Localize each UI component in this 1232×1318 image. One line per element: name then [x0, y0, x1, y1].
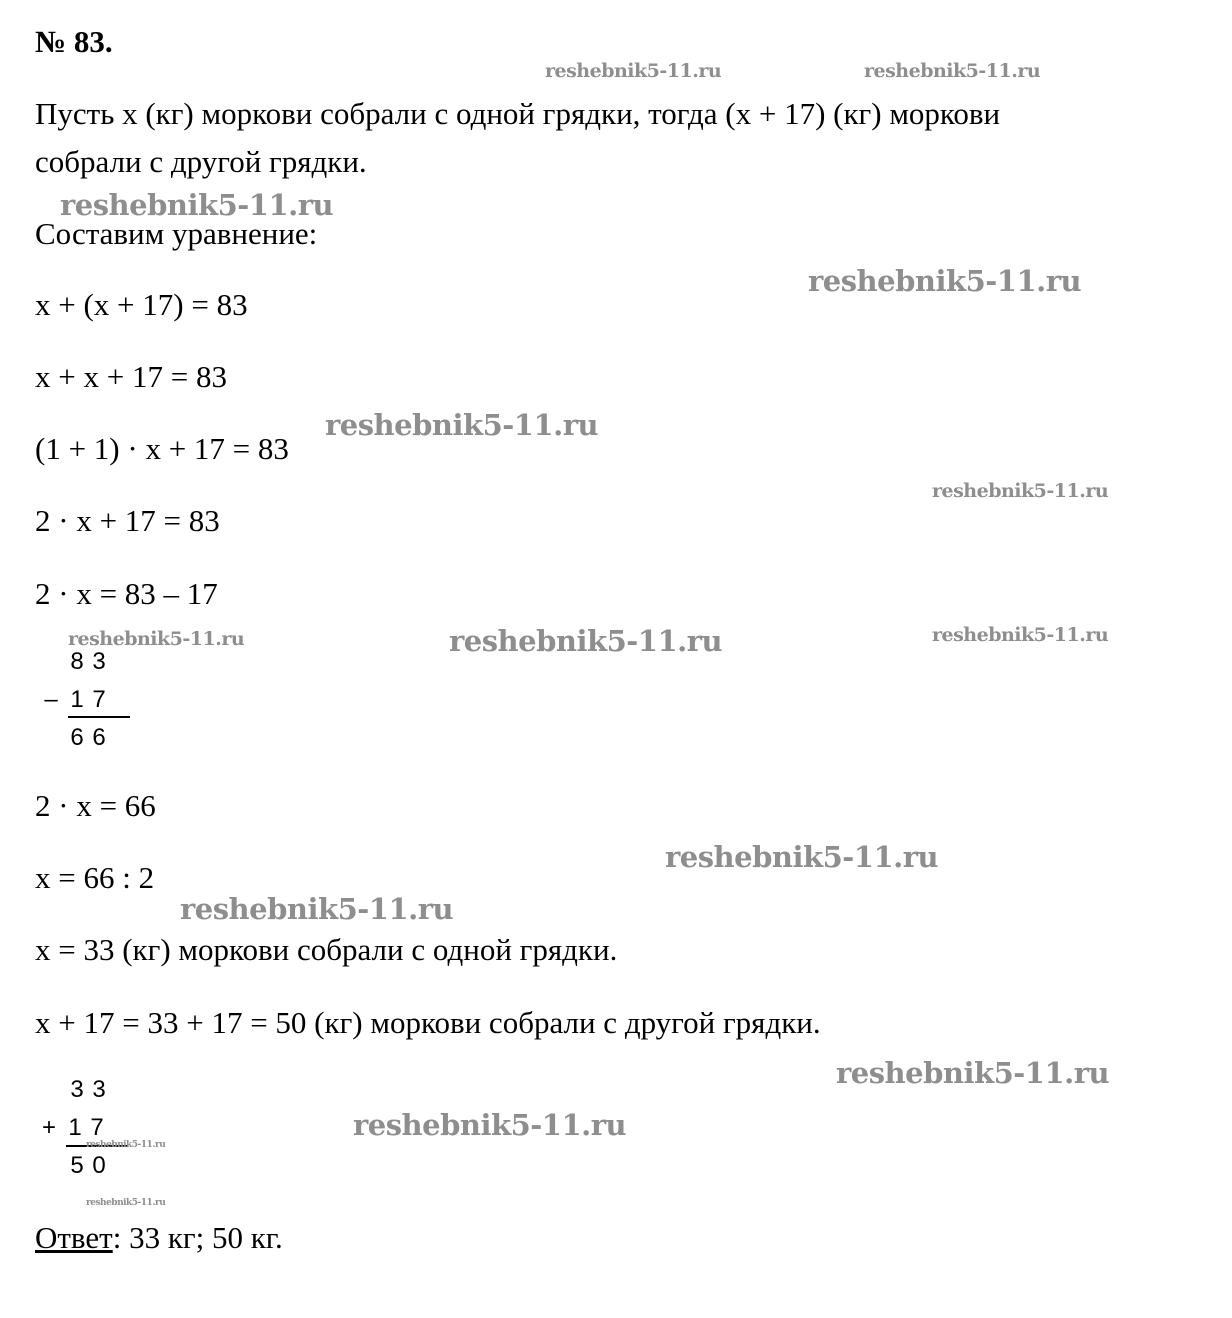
digit: 5 [70, 1152, 84, 1179]
watermark: reshebnik5-11.ru [449, 624, 723, 658]
answer-line [35, 1218, 283, 1258]
subtraction-top-row [66, 646, 110, 678]
subtraction-bottom-row [36, 684, 110, 716]
answer-value: : 33 кг; 50 кг. [112, 1220, 283, 1255]
minus-sign: – [44, 686, 58, 713]
digit: 7 [92, 686, 106, 713]
watermark: reshebnik5-11.ru [325, 408, 599, 442]
equation-5: 2 · х = 83 – 17 [35, 576, 218, 611]
equation-2: х + х + 17 = 83 [35, 359, 227, 394]
digit: 3 [92, 1076, 106, 1103]
watermark: reshebnik5-11.ru [60, 188, 334, 222]
addition-result-row [66, 1150, 110, 1182]
addition-top-row [66, 1074, 110, 1106]
equation-3: (1 + 1) · х + 17 = 83 [35, 431, 289, 466]
watermark: reshebnik5-11.ru [86, 1198, 166, 1208]
answer-label: Ответ [35, 1220, 113, 1255]
watermark: reshebnik5-11.ru [864, 60, 1041, 82]
digit: 1 [70, 686, 84, 713]
watermark: reshebnik5-11.ru [836, 1056, 1110, 1090]
equation-4: 2 · х + 17 = 83 [35, 503, 220, 538]
subtraction-rule [68, 716, 130, 718]
intro-line-1: Пусть х (кг) моркови собрали с одной грядки, тогда (х + 17) (кг) моркови [35, 96, 1001, 131]
watermark: reshebnik5-11.ru [665, 840, 939, 874]
digit: 7 [90, 1114, 104, 1141]
digit: 3 [92, 648, 106, 675]
intro-line-2: собрали с другой грядки. [35, 144, 367, 179]
watermark: reshebnik5-11.ru [808, 264, 1082, 298]
watermark: reshebnik5-11.ru [545, 60, 722, 82]
digit: 0 [92, 1152, 106, 1179]
watermark: reshebnik5-11.ru [353, 1108, 627, 1142]
problem-number: № 83. [35, 24, 113, 59]
subtraction-result-row [66, 722, 110, 754]
digit: 6 [70, 724, 84, 751]
watermark: reshebnik5-11.ru [932, 624, 1109, 646]
equation-7: х = 66 : 2 [35, 860, 155, 895]
digit: 8 [70, 648, 84, 675]
equation-8: х = 33 (кг) моркови собрали с одной грядки. [35, 932, 618, 967]
equation-9: х + 17 = 33 + 17 = 50 (кг) моркови собрали с другой грядки. [35, 1005, 821, 1040]
equation-6: 2 · х = 66 [35, 788, 156, 823]
compose-equation-label: Составим уравнение: [35, 216, 318, 251]
watermark: reshebnik5-11.ru [180, 892, 454, 926]
digit: 6 [92, 724, 106, 751]
watermark: reshebnik5-11.ru [68, 628, 245, 650]
watermark: reshebnik5-11.ru [932, 480, 1109, 502]
digit: 3 [70, 1076, 84, 1103]
digit: 1 [68, 1114, 82, 1141]
equation-1: х + (х + 17) = 83 [35, 287, 248, 322]
plus-sign: + [41, 1114, 56, 1141]
watermark: reshebnik5-11.ru [86, 1140, 166, 1150]
